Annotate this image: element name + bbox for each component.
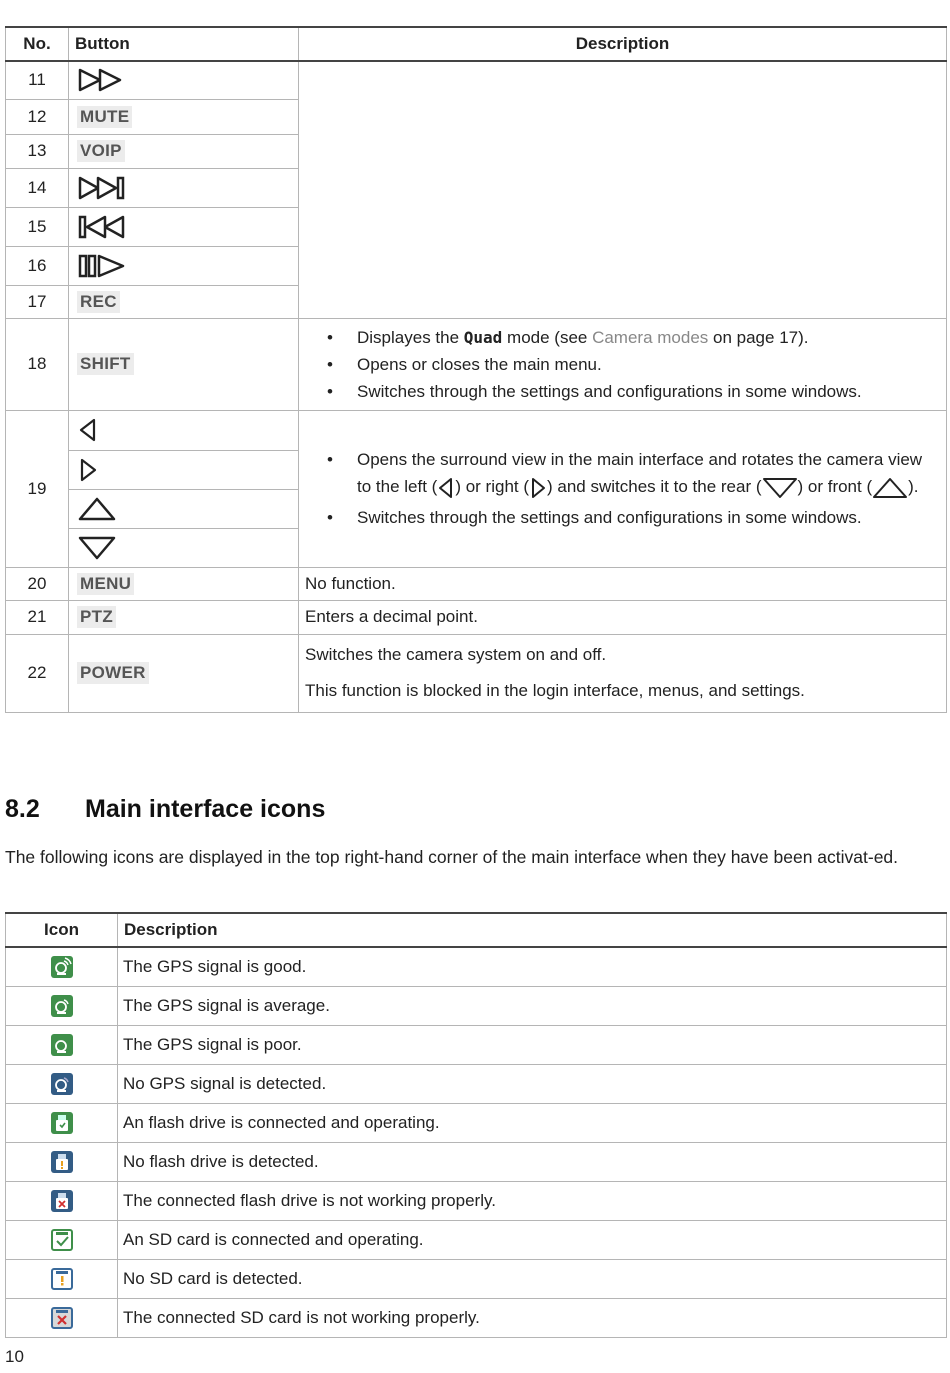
icons-table (5, 912, 947, 1338)
button-cell (69, 489, 299, 528)
quad-mode-text: Quad (463, 327, 503, 347)
button-cell (69, 318, 299, 410)
button-cell (69, 285, 299, 318)
down-arrow-icon (77, 535, 117, 561)
row-number: 18 (6, 318, 69, 410)
section-number: 8.2 (5, 795, 40, 823)
header-no: No. (6, 27, 69, 61)
up-arrow-icon (77, 496, 117, 522)
bullet-item: • Opens or closes the main menu. (299, 351, 946, 378)
row-number: 19 (6, 410, 69, 567)
icon-description: The GPS signal is good. (118, 947, 947, 986)
icon-description: No SD card is detected. (118, 1259, 947, 1298)
button-cell (69, 450, 299, 489)
header-button: Button (69, 27, 299, 61)
table-row (6, 947, 947, 986)
gps-none-icon (51, 1073, 73, 1095)
voip-label: VOIP (77, 140, 125, 162)
button-cell (69, 246, 299, 285)
description-empty (299, 61, 947, 318)
button-cell (69, 134, 299, 168)
sd-card-ok-icon (51, 1229, 73, 1251)
camera-modes-link[interactable]: Camera modes (592, 327, 709, 347)
table-row (6, 1259, 947, 1298)
gps-poor-icon (51, 1034, 73, 1056)
up-arrow-icon (872, 477, 908, 499)
section-intro: The following icons are displayed in the top right-hand corner of the main interface when they have been activat-ed. (5, 847, 899, 867)
bullet-item: • Displayes the Quad mode (see Camera modes on page 17). (299, 324, 946, 351)
row-number: 20 (6, 567, 69, 600)
header-description: Description (118, 913, 947, 947)
sd-card-missing-icon (51, 1268, 73, 1290)
table-row (6, 600, 947, 634)
row-number: 16 (6, 246, 69, 285)
down-arrow-icon (762, 477, 798, 499)
skip-previous-icon (77, 214, 129, 240)
row-number: 12 (6, 99, 69, 134)
row-number: 14 (6, 168, 69, 207)
button-cell (69, 567, 299, 600)
table-row (6, 1103, 947, 1142)
icon-description: An SD card is connected and operating. (118, 1220, 947, 1259)
icon-description: No GPS signal is detected. (118, 1064, 947, 1103)
row-number: 21 (6, 600, 69, 634)
section-title: Main interface icons (85, 795, 326, 823)
right-arrow-icon (77, 457, 99, 483)
row-number: 15 (6, 207, 69, 246)
flash-drive-error-icon (51, 1190, 73, 1212)
bullet-item: • Switches through the settings and configurations in some windows. (299, 378, 946, 405)
left-arrow-icon (437, 477, 455, 499)
button-cell (69, 207, 299, 246)
button-cell (69, 410, 299, 450)
table-row (6, 1181, 947, 1220)
table-row (6, 61, 947, 99)
table-row (6, 567, 947, 600)
flash-drive-ok-icon (51, 1112, 73, 1134)
table-row (6, 1220, 947, 1259)
menu-label: MENU (77, 573, 134, 595)
header-description: Description (299, 27, 947, 61)
gps-good-icon (51, 956, 73, 978)
table-row (6, 1298, 947, 1337)
button-cell (69, 61, 299, 99)
fast-forward-icon (77, 67, 125, 93)
button-cell (69, 168, 299, 207)
direction-description (299, 410, 947, 567)
power-desc-line2: This function is blocked in the login interface, menus, and settings. (305, 681, 805, 700)
pause-play-icon (77, 253, 129, 279)
shift-description (299, 318, 947, 410)
table-header-row (6, 913, 947, 947)
table-header-row (6, 27, 947, 61)
gps-average-icon (51, 995, 73, 1017)
table-row (6, 1025, 947, 1064)
description-cell (299, 634, 947, 712)
mute-label: MUTE (77, 106, 132, 128)
bullet-item: • Switches through the settings and configurations in some windows. (299, 504, 940, 531)
skip-next-icon (77, 175, 129, 201)
bullet-item: • Opens the surround view in the main interface and rotates the camera view to the left ( ) or right ( ) and switches it to the rear ( ) or front ( ). (299, 446, 940, 500)
page-number: 10 (5, 1347, 24, 1366)
buttons-table (5, 26, 947, 713)
table-row (6, 318, 947, 410)
row-number: 13 (6, 134, 69, 168)
icon-description: The connected flash drive is not working properly. (118, 1181, 947, 1220)
button-cell (69, 528, 299, 567)
sd-card-error-icon (51, 1307, 73, 1329)
button-cell (69, 634, 299, 712)
button-cell (69, 99, 299, 134)
button-cell (69, 600, 299, 634)
table-row (6, 986, 947, 1025)
description-cell: Enters a decimal point. (299, 600, 947, 634)
icon-description: No flash drive is detected. (118, 1142, 947, 1181)
table-row (6, 634, 947, 712)
row-number: 22 (6, 634, 69, 712)
icon-description: The GPS signal is poor. (118, 1025, 947, 1064)
header-icon: Icon (6, 913, 118, 947)
right-arrow-icon (529, 477, 547, 499)
section-heading (5, 795, 325, 824)
power-label: POWER (77, 662, 149, 684)
icon-description: The GPS signal is average. (118, 986, 947, 1025)
flash-drive-missing-icon (51, 1151, 73, 1173)
row-number: 11 (6, 61, 69, 99)
ptz-label: PTZ (77, 606, 116, 628)
table-row (6, 1064, 947, 1103)
icon-description: An flash drive is connected and operating. (118, 1103, 947, 1142)
rec-label: REC (77, 291, 120, 313)
icon-description: The connected SD card is not working properly. (118, 1298, 947, 1337)
description-cell: No function. (299, 567, 947, 600)
power-desc-line1: Switches the camera system on and off. (305, 645, 607, 664)
left-arrow-icon (77, 417, 99, 443)
table-row (6, 410, 947, 450)
table-row (6, 1142, 947, 1181)
shift-label: SHIFT (77, 353, 134, 375)
row-number: 17 (6, 285, 69, 318)
